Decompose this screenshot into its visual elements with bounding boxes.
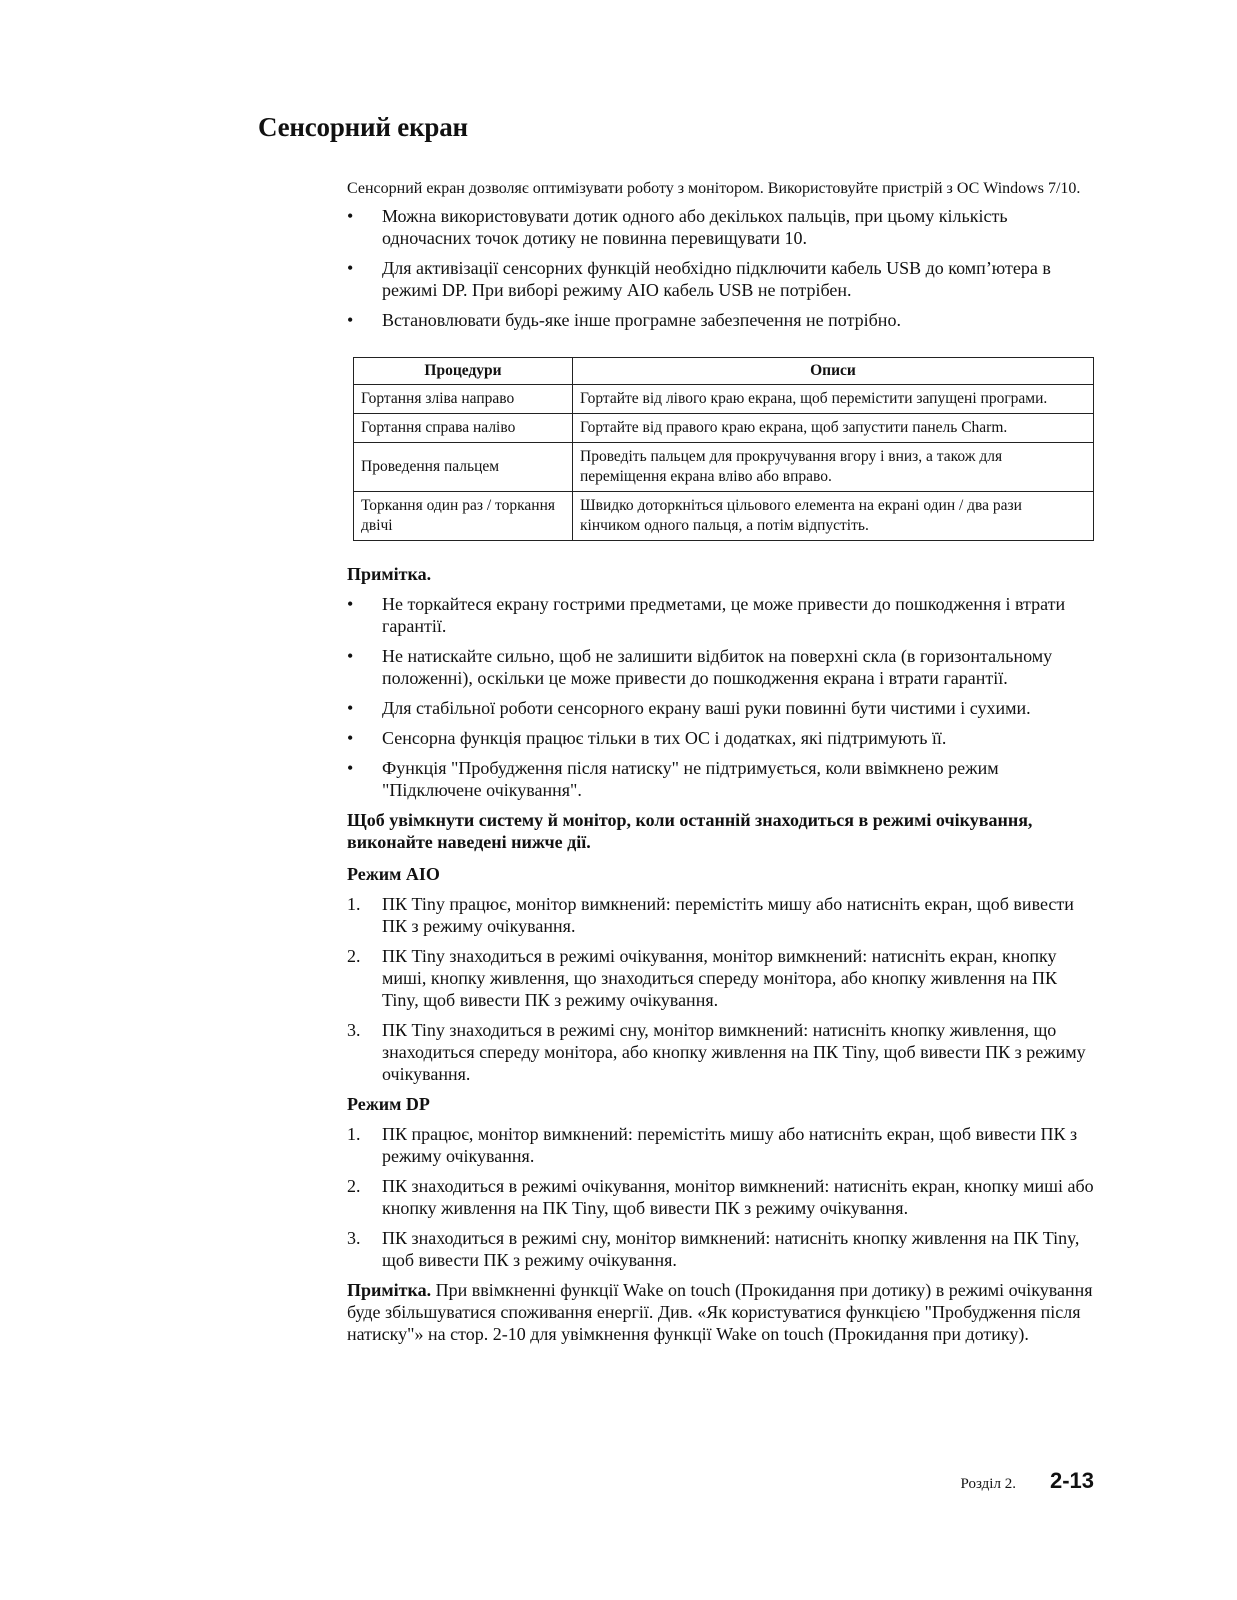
list-item [347, 1123, 1097, 1167]
table-cell: Гортайте від лівого краю екрана, щоб перемістити запущені програми. [573, 385, 1094, 414]
column-header-procedures: Процедури [354, 358, 573, 385]
final-note-label: Примітка. [347, 1280, 432, 1300]
dp-mode-heading: Режим DP [347, 1094, 430, 1114]
step-text: ПК працює, монітор вимкнений: перемістіть мишу або натисніть екран, щоб вивести ПК з режиму очікування. [382, 1124, 1078, 1166]
table-cell: Гортання справа наліво [354, 414, 573, 443]
intro-paragraph: Сенсорний екран дозволяє оптимізувати роботу з монітором. Використовуйте пристрій з ОС Windows 7/10. [347, 180, 1081, 197]
chapter-label: Розділ 2. [960, 1476, 1016, 1492]
list-item: • Для стабільної роботи сенсорного екрану ваші руки повинні бути чистими і сухими. [347, 697, 1097, 719]
dp-steps-list [347, 1123, 1097, 1271]
list-item [347, 893, 1097, 937]
list-item [347, 1019, 1097, 1085]
list-item: • Не торкайтеся екрану гострими предметами, це може привести до пошкодження і втрати гарантії. [347, 593, 1097, 637]
step-text: ПК Tiny знаходиться в режимі сну, монітор вимкнений: натисніть кнопку живлення, що знаходиться спереду монітора, або кнопку живлення на ПК Tiny, щоб вивести ПК з режиму очікування. [382, 1020, 1086, 1084]
step-number: 2. [347, 1176, 361, 1196]
final-note-text: При ввімкненні функції Wake on touch (Прокидання при дотику) в режимі очікування буде збільшуватися споживання енергії. Див. «Як користуватися функцією "Пробудження після натиску"» на стор. 2-10 для увімкнення функції Wake on touch (Прокидання при дотику). [347, 1280, 1093, 1344]
list-item [347, 945, 1097, 1011]
note-bullet-list [347, 593, 1097, 801]
aio-steps-list [347, 893, 1097, 1085]
page-number: 2-13 [1049, 1468, 1094, 1493]
step-number: 3. [347, 1228, 361, 1248]
step-text: ПК Tiny знаходиться в режимі очікування, монітор вимкнений: натисніть екран, кнопку миші, кнопку живлення, що знаходиться спереду монітора, або кнопку живлення на ПК Tiny, щоб вивести ПК з режиму очікування. [382, 946, 1058, 1010]
final-note [347, 1279, 1097, 1345]
aio-mode-heading: Режим AIO [347, 864, 440, 884]
step-text: ПК знаходиться в режимі очікування, монітор вимкнений: натисніть екран, кнопку миші або кнопку живлення на ПК Tiny, щоб вивести ПК з режиму очікування. [382, 1176, 1094, 1218]
table-cell: Торкання один раз / торкання двічі [354, 492, 573, 541]
table-row [354, 385, 1094, 414]
list-item: • Для активізації сенсорних функцій необхідно підключити кабель USB до комп’ютера в режимі DP. При виборі режиму AIO кабель USB не потрібен. [347, 257, 1097, 301]
list-item: • Функція "Пробудження після натиску" не підтримується, коли ввімкнено режим "Підключене очікування". [347, 757, 1097, 801]
step-number: 3. [347, 1020, 361, 1040]
table-cell: Гортайте від правого краю екрана, щоб запустити панель Charm. [573, 414, 1094, 443]
wake-instructions-heading: Щоб увімкнути систему й монітор, коли останній знаходиться в режимі очікування, виконайте наведені нижче дії. [347, 810, 1033, 852]
table-header-row [354, 358, 1094, 385]
table-row [354, 414, 1094, 443]
content-body [347, 178, 1097, 1345]
step-number: 1. [347, 1124, 361, 1144]
column-header-descriptions: Описи [573, 358, 1094, 385]
table-row [354, 492, 1094, 541]
page-footer [961, 1468, 1094, 1494]
step-text: ПК знаходиться в режимі сну, монітор вимкнений: натисніть кнопку живлення на ПК Tiny, щоб вивести ПК з режиму очікування. [382, 1228, 1080, 1270]
table-cell: Проведення пальцем [354, 443, 573, 492]
table-row [354, 443, 1094, 492]
list-item [347, 1227, 1097, 1271]
step-number: 2. [347, 946, 361, 966]
table-cell: Проведіть пальцем для прокручування вгору і вниз, а також для переміщення екрана вліво або вправо. [573, 443, 1094, 492]
note-heading: Примітка. [347, 564, 432, 584]
table-cell: Швидко доторкніться цільового елемента на екрані один / два рази кінчиком одного пальця, а потім відпустіть. [573, 492, 1094, 541]
list-item: • Встановлювати будь-яке інше програмне забезпечення не потрібно. [347, 309, 1097, 331]
intro-bullet-list [347, 205, 1097, 331]
step-text: ПК Tiny працює, монітор вимкнений: перемістіть мишу або натисніть екран, щоб вивести ПК з режиму очікування. [382, 894, 1074, 936]
procedures-table [353, 357, 1094, 541]
list-item: • Можна використовувати дотик одного або декількох пальців, при цьому кількість одночасних точок дотику не повинна перевищувати 10. [347, 205, 1097, 249]
list-item [347, 1175, 1097, 1219]
list-item: • Не натискайте сильно, щоб не залишити відбиток на поверхні скла (в горизонтальному положенні), оскільки це може привести до пошкодження екрана і втрати гарантії. [347, 645, 1097, 689]
table-cell: Гортання зліва направо [354, 385, 573, 414]
step-number: 1. [347, 894, 361, 914]
page-title: Сенсорний екран [258, 112, 468, 142]
list-item: • Сенсорна функція працює тільки в тих ОС і додатках, які підтримують її. [347, 727, 1097, 749]
